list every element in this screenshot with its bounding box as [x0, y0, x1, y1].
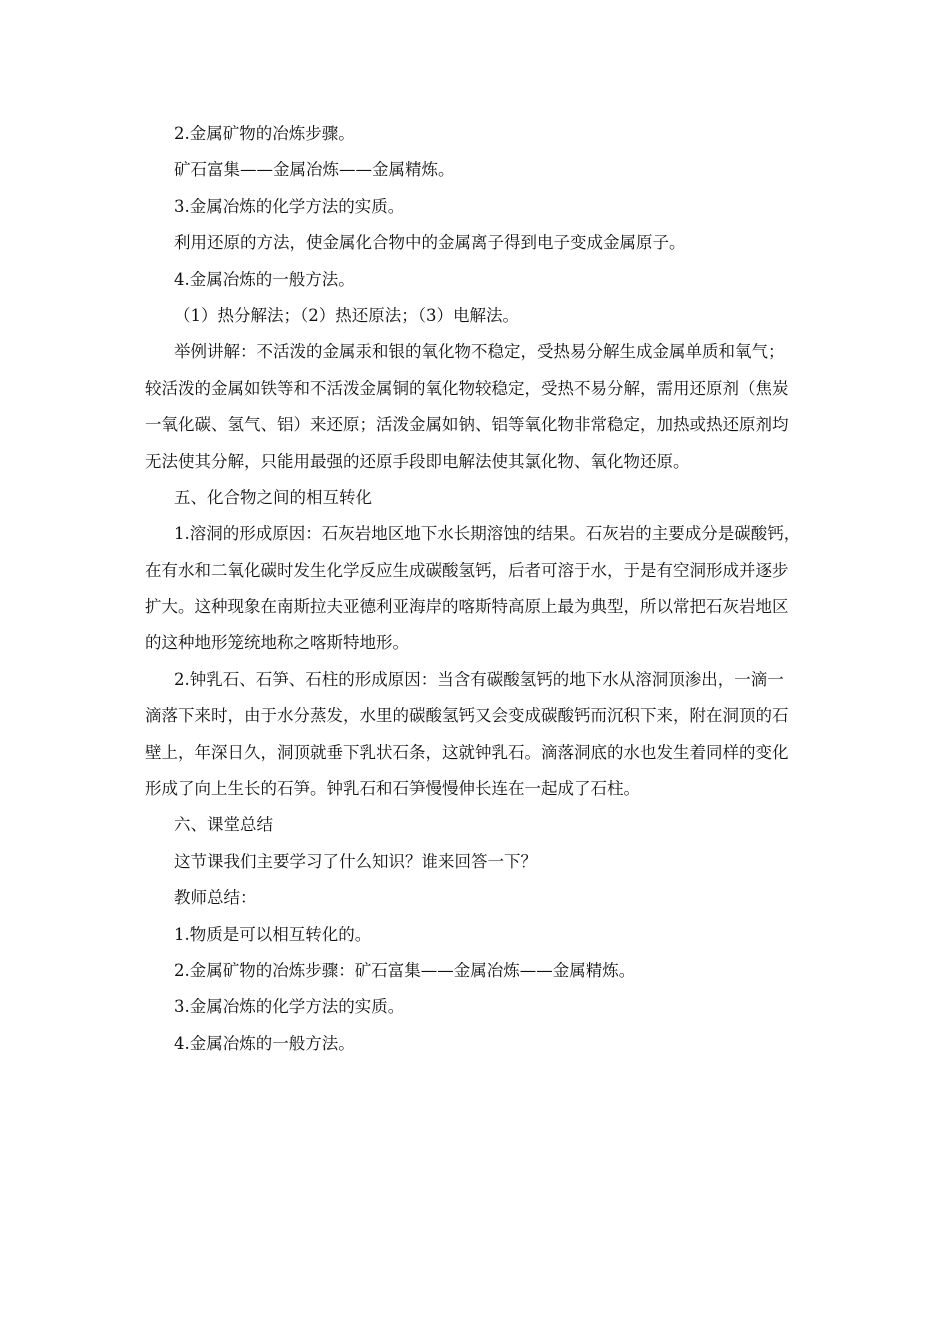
teacher-summary-label: 教师总结： [174, 888, 257, 908]
document-body [145, 116, 817, 1062]
smelting-essence-text: 利用还原的方法，使金属化合物中的金属离子得到电子变成金属原子。 [174, 233, 686, 253]
paragraph-karst-cave-line-1: 1.溶洞的形成原因：石灰岩地区地下水长期溶蚀的结果。石灰岩的主要成分是碳酸钙， [174, 524, 801, 544]
paragraph-example-line-2: 较活泼的金属如铁等和不活泼金属铜的氧化物较稳定，受热不易分解，需用还原剂（焦炭 [145, 378, 789, 398]
summary-item-1: 1.物质是可以相互转化的。 [174, 924, 372, 944]
summary-item-2: 2.金属矿物的冶炼步骤：矿石富集——金属冶炼——金属精炼。 [174, 960, 636, 980]
section-heading-compound-conversion: 五、化合物之间的相互转化 [174, 487, 372, 507]
paragraph-stalactite-line-2: 滴落下来时，由于水分蒸发，水里的碳酸氢钙又会变成碳酸钙而沉积下来，附在洞顶的石 [145, 706, 789, 726]
paragraph-karst-cave-line-4: 的这种地形笼统地称之喀斯特地形。 [145, 633, 409, 653]
paragraph-karst-cave-line-3: 扩大。这种现象在南斯拉夫亚德利亚海岸的喀斯特高原上最为典型，所以常把石灰岩地区 [145, 597, 789, 617]
section-heading-class-summary: 六、课堂总结 [174, 815, 273, 835]
paragraph-stalactite-line-4: 形成了向上生长的石笋。钟乳石和石笋慢慢伸长连在一起成了石柱。 [145, 779, 640, 799]
summary-item-3: 3.金属冶炼的化学方法的实质。 [174, 997, 405, 1017]
list-item-smelting-methods-heading: 4.金属冶炼的一般方法。 [174, 269, 355, 289]
paragraph-karst-cave-line-2: 在有水和二氧化碳时发生化学反应生成碳酸氢钙，后者可溶于水，于是有空洞形成并逐步 [145, 560, 789, 580]
smelting-steps-text: 矿石富集——金属冶炼——金属精炼。 [174, 160, 455, 180]
paragraph-example-line-4: 无法使其分解，只能用最强的还原手段即电解法使其氯化物、氧化物还原。 [145, 451, 690, 471]
smelting-methods-text: （1）热分解法；（2）热还原法；（3）电解法。 [174, 305, 519, 325]
paragraph-example-line-3: 一氧化碳、氢气、铝）来还原；活泼金属如钠、铝等氧化物非常稳定，加热或热还原剂均 [145, 415, 789, 435]
paragraph-stalactite-line-1: 2.钟乳石、石笋、石柱的形成原因：当含有碳酸氢钙的地下水从溶洞顶渗出，一滴一 [174, 669, 784, 689]
list-item-smelting-steps-heading: 2.金属矿物的冶炼步骤。 [174, 124, 355, 143]
summary-item-4: 4.金属冶炼的一般方法。 [174, 1033, 355, 1053]
list-item-smelting-essence-heading: 3.金属冶炼的化学方法的实质。 [174, 196, 405, 216]
paragraph-stalactite-line-3: 壁上，年深日久，洞顶就垂下乳状石条，这就钟乳石。滴落洞底的水也发生着同样的变化 [145, 742, 789, 762]
paragraph-example-line-1: 举例讲解：不活泼的金属汞和银的氧化物不稳定，受热易分解生成金属单质和氧气； [174, 342, 785, 362]
summary-question: 这节课我们主要学习了什么知识？谁来回答一下？ [174, 851, 537, 871]
